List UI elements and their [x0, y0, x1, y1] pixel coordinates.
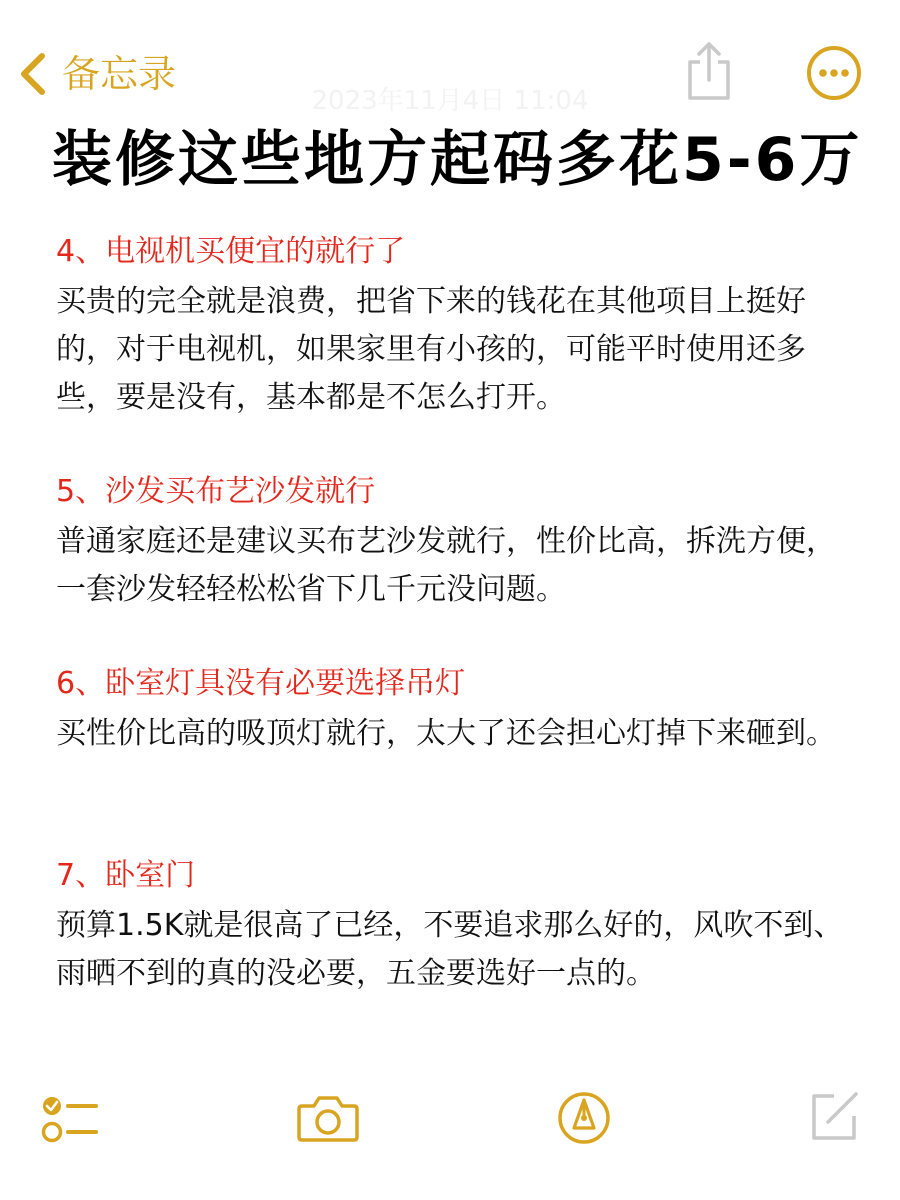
note-section — [56, 850, 856, 998]
note-section — [56, 226, 856, 422]
markup-button[interactable] — [556, 1090, 612, 1146]
camera-icon — [296, 1092, 360, 1144]
note-section — [56, 466, 856, 614]
pen-tip-circle-icon — [556, 1090, 612, 1146]
camera-button[interactable] — [296, 1092, 360, 1144]
section-body: 普通家庭还是建议买布艺沙发就行，性价比高，拆洗方便，一套沙发轻轻松松省下几千元没问题。 — [56, 524, 836, 607]
back-label: 备忘录 — [62, 52, 177, 96]
note-title: 装修这些地方起码多花5-6万 — [52, 125, 863, 195]
section-body: 买贵的完全就是浪费，把省下来的钱花在其他项目上挺好的，对于电视机，如果家里有小孩的，可能平时使用还多些，要是没有，基本都是不怎么打开。 — [56, 284, 806, 415]
section-heading: 4、电视机买便宜的就行了 — [56, 234, 406, 269]
section-body: 预算1.5K就是很高了已经，不要追求那么好的，风吹不到、雨晒不到的真的没必要，五金要选好一点的。 — [56, 908, 844, 991]
compose-button[interactable] — [806, 1088, 862, 1144]
navigation-bar — [0, 0, 900, 130]
checklist-icon — [40, 1094, 100, 1146]
section-heading: 7、卧室门 — [56, 858, 196, 893]
note-section — [56, 658, 856, 758]
section-heading: 6、卧室灯具没有必要选择吊灯 — [56, 666, 466, 701]
checklist-button[interactable] — [40, 1094, 100, 1146]
section-body: 买性价比高的吸顶灯就行，太大了还会担心灯掉下来砸到。 — [56, 716, 836, 751]
note-timestamp: 2023年11月4日 11:04 — [311, 86, 589, 116]
section-heading: 5、沙发买布艺沙发就行 — [56, 474, 376, 509]
bottom-toolbar — [0, 1080, 900, 1200]
compose-icon — [806, 1088, 862, 1144]
